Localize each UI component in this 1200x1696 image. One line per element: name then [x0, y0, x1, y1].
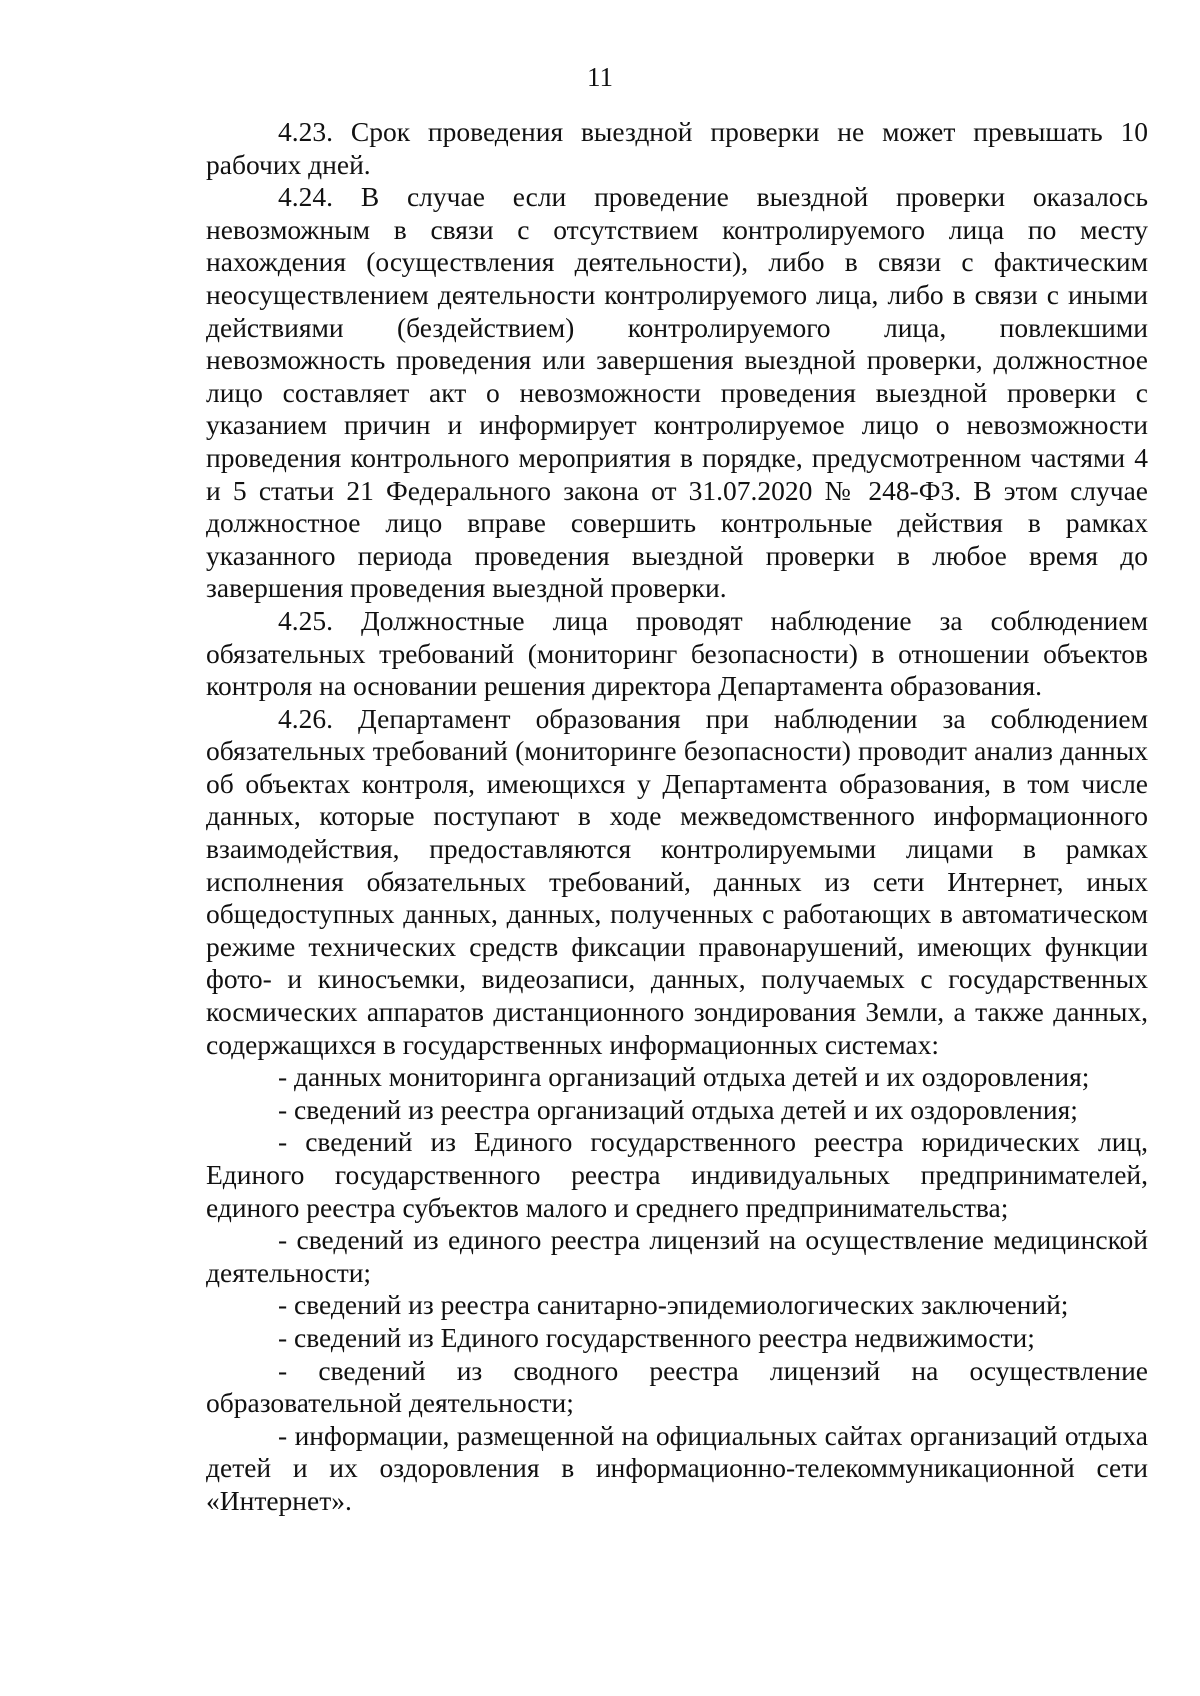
list-item: - сведений из реестра организаций отдыха детей и их оздоровления;: [278, 1093, 1078, 1125]
list-item: - сведений из единого реестра лицензий на осуществление медицинской деятельности;: [206, 1224, 1148, 1288]
page-number: 11: [587, 62, 613, 92]
list-item: - сведений из реестра санитарно-эпидемиологических заключений;: [278, 1289, 1069, 1321]
list-item: - информации, размещенной на официальных сайтах организаций отдыха детей и их оздоровления в информационно-телекоммуникационной сети «Интернет».: [206, 1419, 1148, 1516]
document-body: [206, 116, 1148, 1518]
list-item: - данных мониторинга организаций отдыха детей и их оздоровления;: [278, 1061, 1090, 1093]
list-item: - сведений из сводного реестра лицензий на осуществление образовательной деятельности;: [206, 1354, 1148, 1419]
paragraph-4-24: 4.24. В случае если проведение выездной проверки оказалось невозможным в связи с отсутствием контролируемого лица по месту нахождения (осуществления деятельности), либо в связи с фактическим неосуществлением деятельности контролируемого лица, либо в связи с иными действиями (бездействием) контролируемого лица, повлекшими невозможность проведения или завершения выездной проверки, должностное лицо составляет акт о невозможности проведения выездной проверки с указанием причин и информирует контролируемое лицо о невозможности проведения контрольного мероприятия в порядке, предусмотренном частями 4 и 5 статьи 21 Федерального закона от 31.07.2020 № 248-ФЗ. В этом случае должностное лицо вправе совершить контрольные действия в рамках указанного периода проведения выездной проверки в любое время до завершения проведения выездной проверки.: [206, 181, 1148, 604]
paragraph-4-23: 4.23. Срок проведения выездной проверки не может превышать 10 рабочих дней.: [206, 116, 1148, 180]
paragraph-4-26: 4.26. Департамент образования при наблюдении за соблюдением обязательных требований (мониторинге безопасности) проводит анализ данных об объектах контроля, имеющихся у Департамента образования, в том числе данных, которые поступают в ходе межведомственного информационного взаимодействия, предоставляются контролируемыми лицами в рамках исполнения обязательных требований, данных из сети Интернет, иных общедоступных данных, данных, полученных с работающих в автоматическом режиме технических средств фиксации правонарушений, имеющих функции фото- и киносъемки, видеозаписи, данных, получаемых с государственных космических аппаратов дистанционного зондирования Земли, а также данных, содержащихся в государственных информационных системах:: [206, 702, 1148, 1060]
list-item: - сведений из Единого государственного реестра юридических лиц, Единого государственного реестра индивидуальных предпринимателей, единого реестра субъектов малого и среднего предпринимательства;: [206, 1126, 1148, 1223]
paragraph-4-25: 4.25. Должностные лица проводят наблюдение за соблюдением обязательных требований (мониторинг безопасности) в отношении объектов контроля на основании решения директора Департамента образования.: [206, 604, 1148, 702]
list-item: - сведений из Единого государственного реестра недвижимости;: [278, 1321, 1035, 1353]
